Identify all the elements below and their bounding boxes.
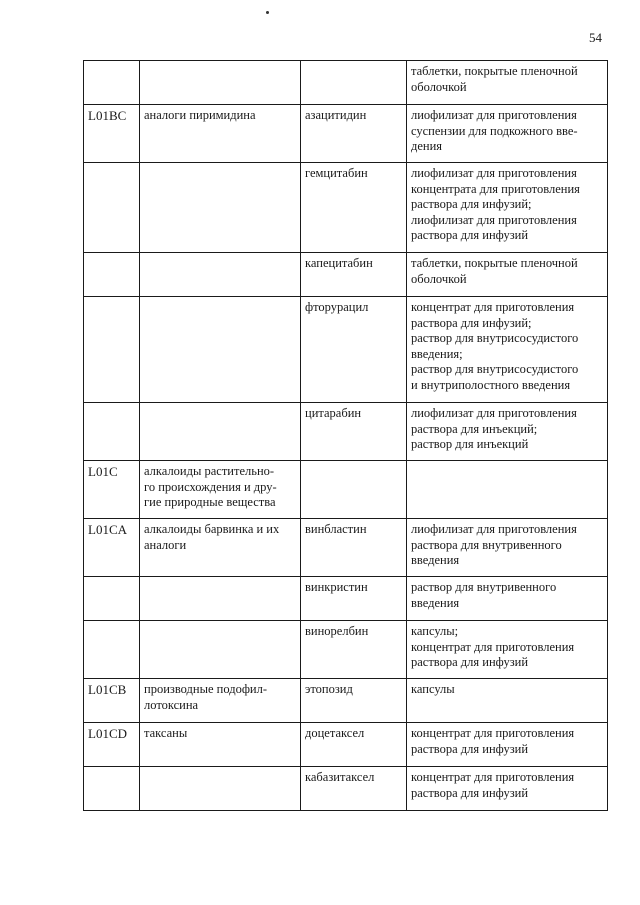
dosage-form-cell: таблетки, покрытые пленочной оболочкой — [407, 61, 608, 105]
drug-name-cell: гемцитабин — [301, 163, 407, 253]
drug-table-body — [84, 61, 608, 811]
drug-name-cell: доцетаксел — [301, 723, 407, 767]
drug-name-cell: винбластин — [301, 519, 407, 577]
drug-group-cell — [140, 297, 301, 403]
atc-code-cell: L01CB — [84, 679, 140, 723]
drug-name-cell: винкристин — [301, 577, 407, 621]
table-row — [84, 723, 608, 767]
dosage-form-cell: раствор для внутривенного введения — [407, 577, 608, 621]
atc-code-cell — [84, 297, 140, 403]
atc-code-cell — [84, 163, 140, 253]
drug-name-cell: винорелбин — [301, 621, 407, 679]
drug-group-cell — [140, 61, 301, 105]
atc-code-cell: L01CA — [84, 519, 140, 577]
atc-code-cell — [84, 577, 140, 621]
table-row — [84, 767, 608, 811]
dosage-form-cell: капсулы — [407, 679, 608, 723]
table-row — [84, 679, 608, 723]
dosage-form-cell: капсулы; концентрат для приготовления раствора для инфузий — [407, 621, 608, 679]
dosage-form-cell: таблетки, покрытые пленочной оболочкой — [407, 253, 608, 297]
page-number: 54 — [589, 30, 602, 45]
atc-code-cell: L01BC — [84, 105, 140, 163]
drug-name-cell: цитарабин — [301, 403, 407, 461]
dosage-form-cell: лиофилизат для приготовления суспензии для подкожного вве- дения — [407, 105, 608, 163]
table-row — [84, 519, 608, 577]
table-row — [84, 163, 608, 253]
drug-group-cell: аналоги пиримидина — [140, 105, 301, 163]
scan-speck — [266, 11, 269, 14]
drug-name-cell — [301, 461, 407, 519]
dosage-form-cell: лиофилизат для приготовления раствора для инъекций; раствор для инъекций — [407, 403, 608, 461]
drug-group-cell: таксаны — [140, 723, 301, 767]
drug-table — [83, 60, 608, 811]
drug-name-cell: фторурацил — [301, 297, 407, 403]
drug-group-cell: производные подофил- лотоксина — [140, 679, 301, 723]
drug-group-cell — [140, 577, 301, 621]
dosage-form-cell: лиофилизат для приготовления раствора для внутривенного введения — [407, 519, 608, 577]
drug-name-cell — [301, 61, 407, 105]
drug-group-cell — [140, 253, 301, 297]
dosage-form-cell: лиофилизат для приготовления концентрата для приготовления раствора для инфузий; лиофилизат для приготовления раствора для инфузий — [407, 163, 608, 253]
drug-group-cell: алкалоиды барвинка и их аналоги — [140, 519, 301, 577]
table-row — [84, 61, 608, 105]
atc-code-cell — [84, 621, 140, 679]
dosage-form-cell: концентрат для приготовления раствора для инфузий — [407, 767, 608, 811]
table-row — [84, 105, 608, 163]
drug-group-cell: алкалоиды растительно- го происхождения и дру- гие природные вещества — [140, 461, 301, 519]
drug-group-cell — [140, 621, 301, 679]
drug-name-cell: капецитабин — [301, 253, 407, 297]
drug-group-cell — [140, 403, 301, 461]
table-row — [84, 461, 608, 519]
table-row — [84, 253, 608, 297]
atc-code-cell — [84, 767, 140, 811]
dosage-form-cell: концентрат для приготовления раствора для инфузий — [407, 723, 608, 767]
drug-name-cell: этопозид — [301, 679, 407, 723]
drug-name-cell: кабазитаксел — [301, 767, 407, 811]
dosage-form-cell — [407, 461, 608, 519]
table-row — [84, 297, 608, 403]
drug-group-cell — [140, 767, 301, 811]
dosage-form-cell: концентрат для приготовления раствора для инфузий; раствор для внутрисосудистого введения; раствор для внутрисосудистого и внутриполостного введения — [407, 297, 608, 403]
atc-code-cell — [84, 61, 140, 105]
table-row — [84, 577, 608, 621]
drug-group-cell — [140, 163, 301, 253]
table-row — [84, 403, 608, 461]
drug-name-cell: азацитидин — [301, 105, 407, 163]
atc-code-cell — [84, 403, 140, 461]
atc-code-cell — [84, 253, 140, 297]
table-row — [84, 621, 608, 679]
atc-code-cell: L01C — [84, 461, 140, 519]
atc-code-cell: L01CD — [84, 723, 140, 767]
